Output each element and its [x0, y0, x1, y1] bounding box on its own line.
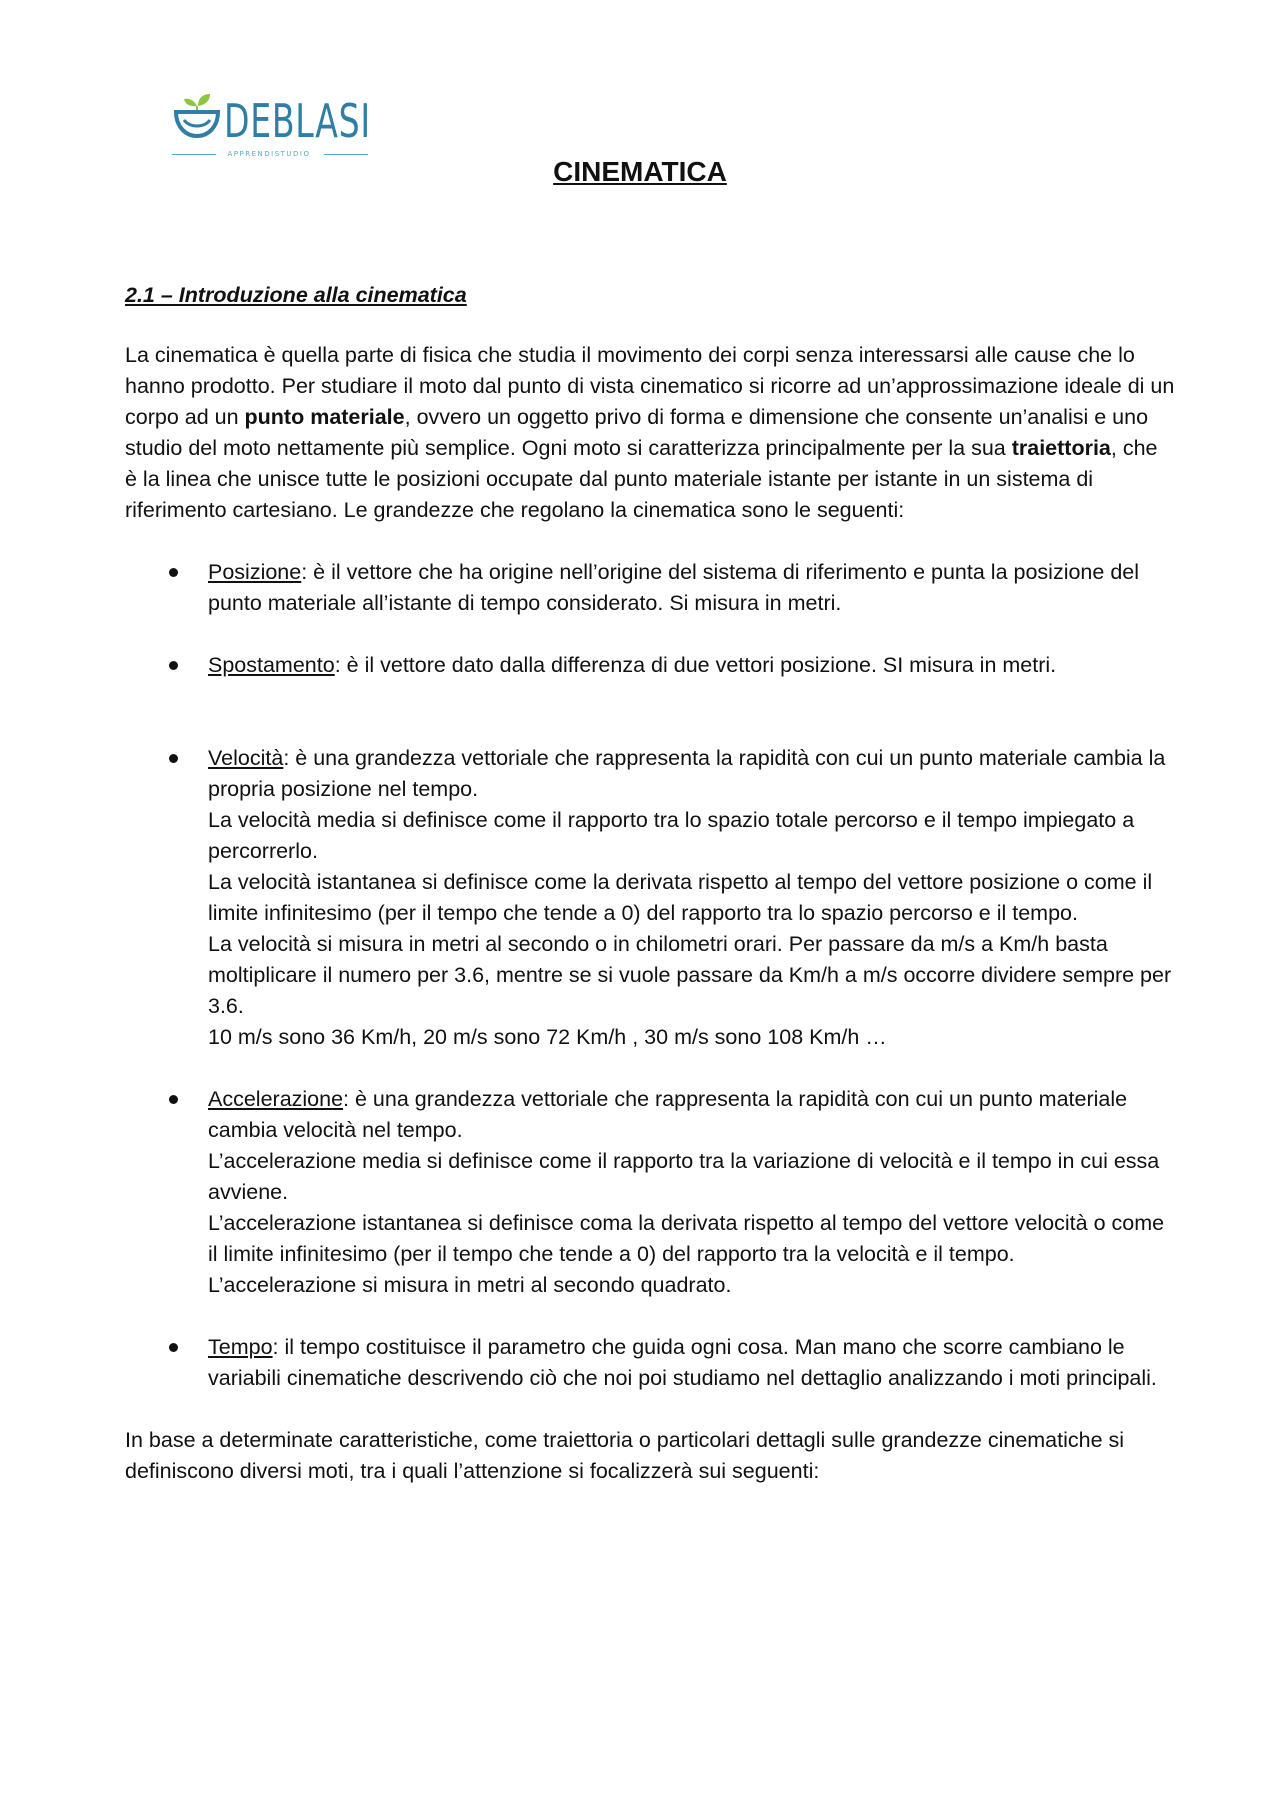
definitions-list: [125, 557, 1175, 1394]
bowl-leaf-icon: [172, 92, 220, 144]
logo-rule-right: [324, 154, 368, 155]
bullet-icon: [169, 1095, 178, 1104]
definition-text: : è il vettore che ha origine nell’origine del sistema di riferimento e punta la posizione del punto materiale all’istante di tempo considerato. Si misura in metri.: [208, 560, 1140, 615]
intro-bold-punto-materiale: punto materiale: [244, 405, 405, 429]
definition-line: La velocità istantanea si definisce come la derivata rispetto al tempo del vettore posizione o come il limite infinitesimo (per il tempo che tende a 0) del rapporto tra lo spazio percorso e il tempo.: [208, 870, 1153, 925]
definition-text: : è una grandezza vettoriale che rappresenta la rapidità con cui un punto materiale cambia velocità nel tempo.: [208, 1087, 1128, 1142]
brand-name: DEBLASI: [224, 94, 371, 148]
brand-tagline: APPRENDISTUDIO: [227, 150, 311, 158]
list-item-posizione: [125, 557, 1175, 619]
definition-line: L’accelerazione media si definisce come il rapporto tra la variazione di velocità e il tempo in cui essa avviene.: [208, 1149, 1160, 1204]
definition-line: 10 m/s sono 36 Km/h, 20 m/s sono 72 Km/h , 30 m/s sono 108 Km/h …: [208, 1025, 887, 1049]
list-item-velocita: [125, 743, 1175, 1053]
bullet-icon: [169, 661, 178, 670]
definition-text: : il tempo costituisce il parametro che guida ogni cosa. Man mano che scorre cambiano le variabili cinematiche descrivendo ciò che noi poi studiamo nel dettaglio analizzando i moti principali.: [208, 1335, 1157, 1390]
definition-line: L’accelerazione istantanea si definisce coma la derivata rispetto al tempo del vettore velocità o come il limite infinitesimo (per il tempo che tende a 0) del rapporto tra la velocità e il tempo.: [208, 1211, 1165, 1266]
intro-text-2: , ovvero un oggetto privo di forma e dimensione che consente un’analisi e uno studio del moto nettamente più semplice. Ogni moto si caratterizza principalmente per la sua: [125, 405, 1149, 460]
intro-bold-traiettoria: traiettoria: [1011, 436, 1111, 460]
definition-line: La velocità si misura in metri al secondo o in chilometri orari. Per passare da m/s a Km/h basta moltiplicare il numero per 3.6, mentre se si vuole passare da Km/h a m/s occorre dividere sempre per 3.6.: [208, 932, 1172, 1018]
intro-text-1: La cinematica è quella parte di fisica che studia il movimento dei corpi senza interessarsi alle cause che lo hanno prodotto. Per studiare il moto dal punto di vista cinematico si ricorre ad un’approssimazione ideale di un corpo ad un: [125, 343, 1175, 429]
section-heading: 2.1 – Introduzione alla cinematica: [125, 283, 467, 307]
document-title: CINEMATICA: [553, 156, 727, 187]
term-posizione: Posizione: [208, 560, 302, 584]
definition-text: : è una grandezza vettoriale che rappresenta la rapidità con cui un punto materiale cambia la propria posizione nel tempo.: [208, 746, 1166, 801]
term-accelerazione: Accelerazione: [208, 1087, 344, 1111]
term-spostamento: Spostamento: [208, 653, 335, 677]
intro-paragraph: [125, 340, 1175, 526]
definition-text: : è il vettore dato dalla differenza di due vettori posizione. SI misura in metri.: [334, 653, 1057, 677]
bullet-icon: [169, 568, 178, 577]
term-velocita: Velocità: [208, 746, 284, 770]
list-item-spostamento: [125, 650, 1175, 681]
bullet-icon: [169, 754, 178, 763]
document-body: [125, 280, 1175, 1487]
definition-line: La velocità media si definisce come il rapporto tra lo spazio totale percorso e il tempo impiegato a percorrerlo.: [208, 808, 1135, 863]
list-item-tempo: [125, 1332, 1175, 1394]
closing-paragraph: In base a determinate caratteristiche, come traiettoria o particolari dettagli sulle grandezze cinematiche si definiscono diversi moti, tra i quali l’attenzione si focalizzerà sui seguenti:: [125, 1428, 1125, 1483]
intro-text-3: , che è la linea che unisce tutte le posizioni occupate dal punto materiale istante per istante in un sistema di riferimento cartesiano. Le grandezze che regolano la cinematica sono le seguenti:: [125, 436, 1158, 522]
brand-logo: [172, 92, 372, 164]
logo-rule-left: [172, 154, 216, 155]
bullet-icon: [169, 1343, 178, 1352]
list-item-accelerazione: [125, 1084, 1175, 1301]
term-tempo: Tempo: [208, 1335, 273, 1359]
definition-line: L’accelerazione si misura in metri al secondo quadrato.: [208, 1273, 732, 1297]
